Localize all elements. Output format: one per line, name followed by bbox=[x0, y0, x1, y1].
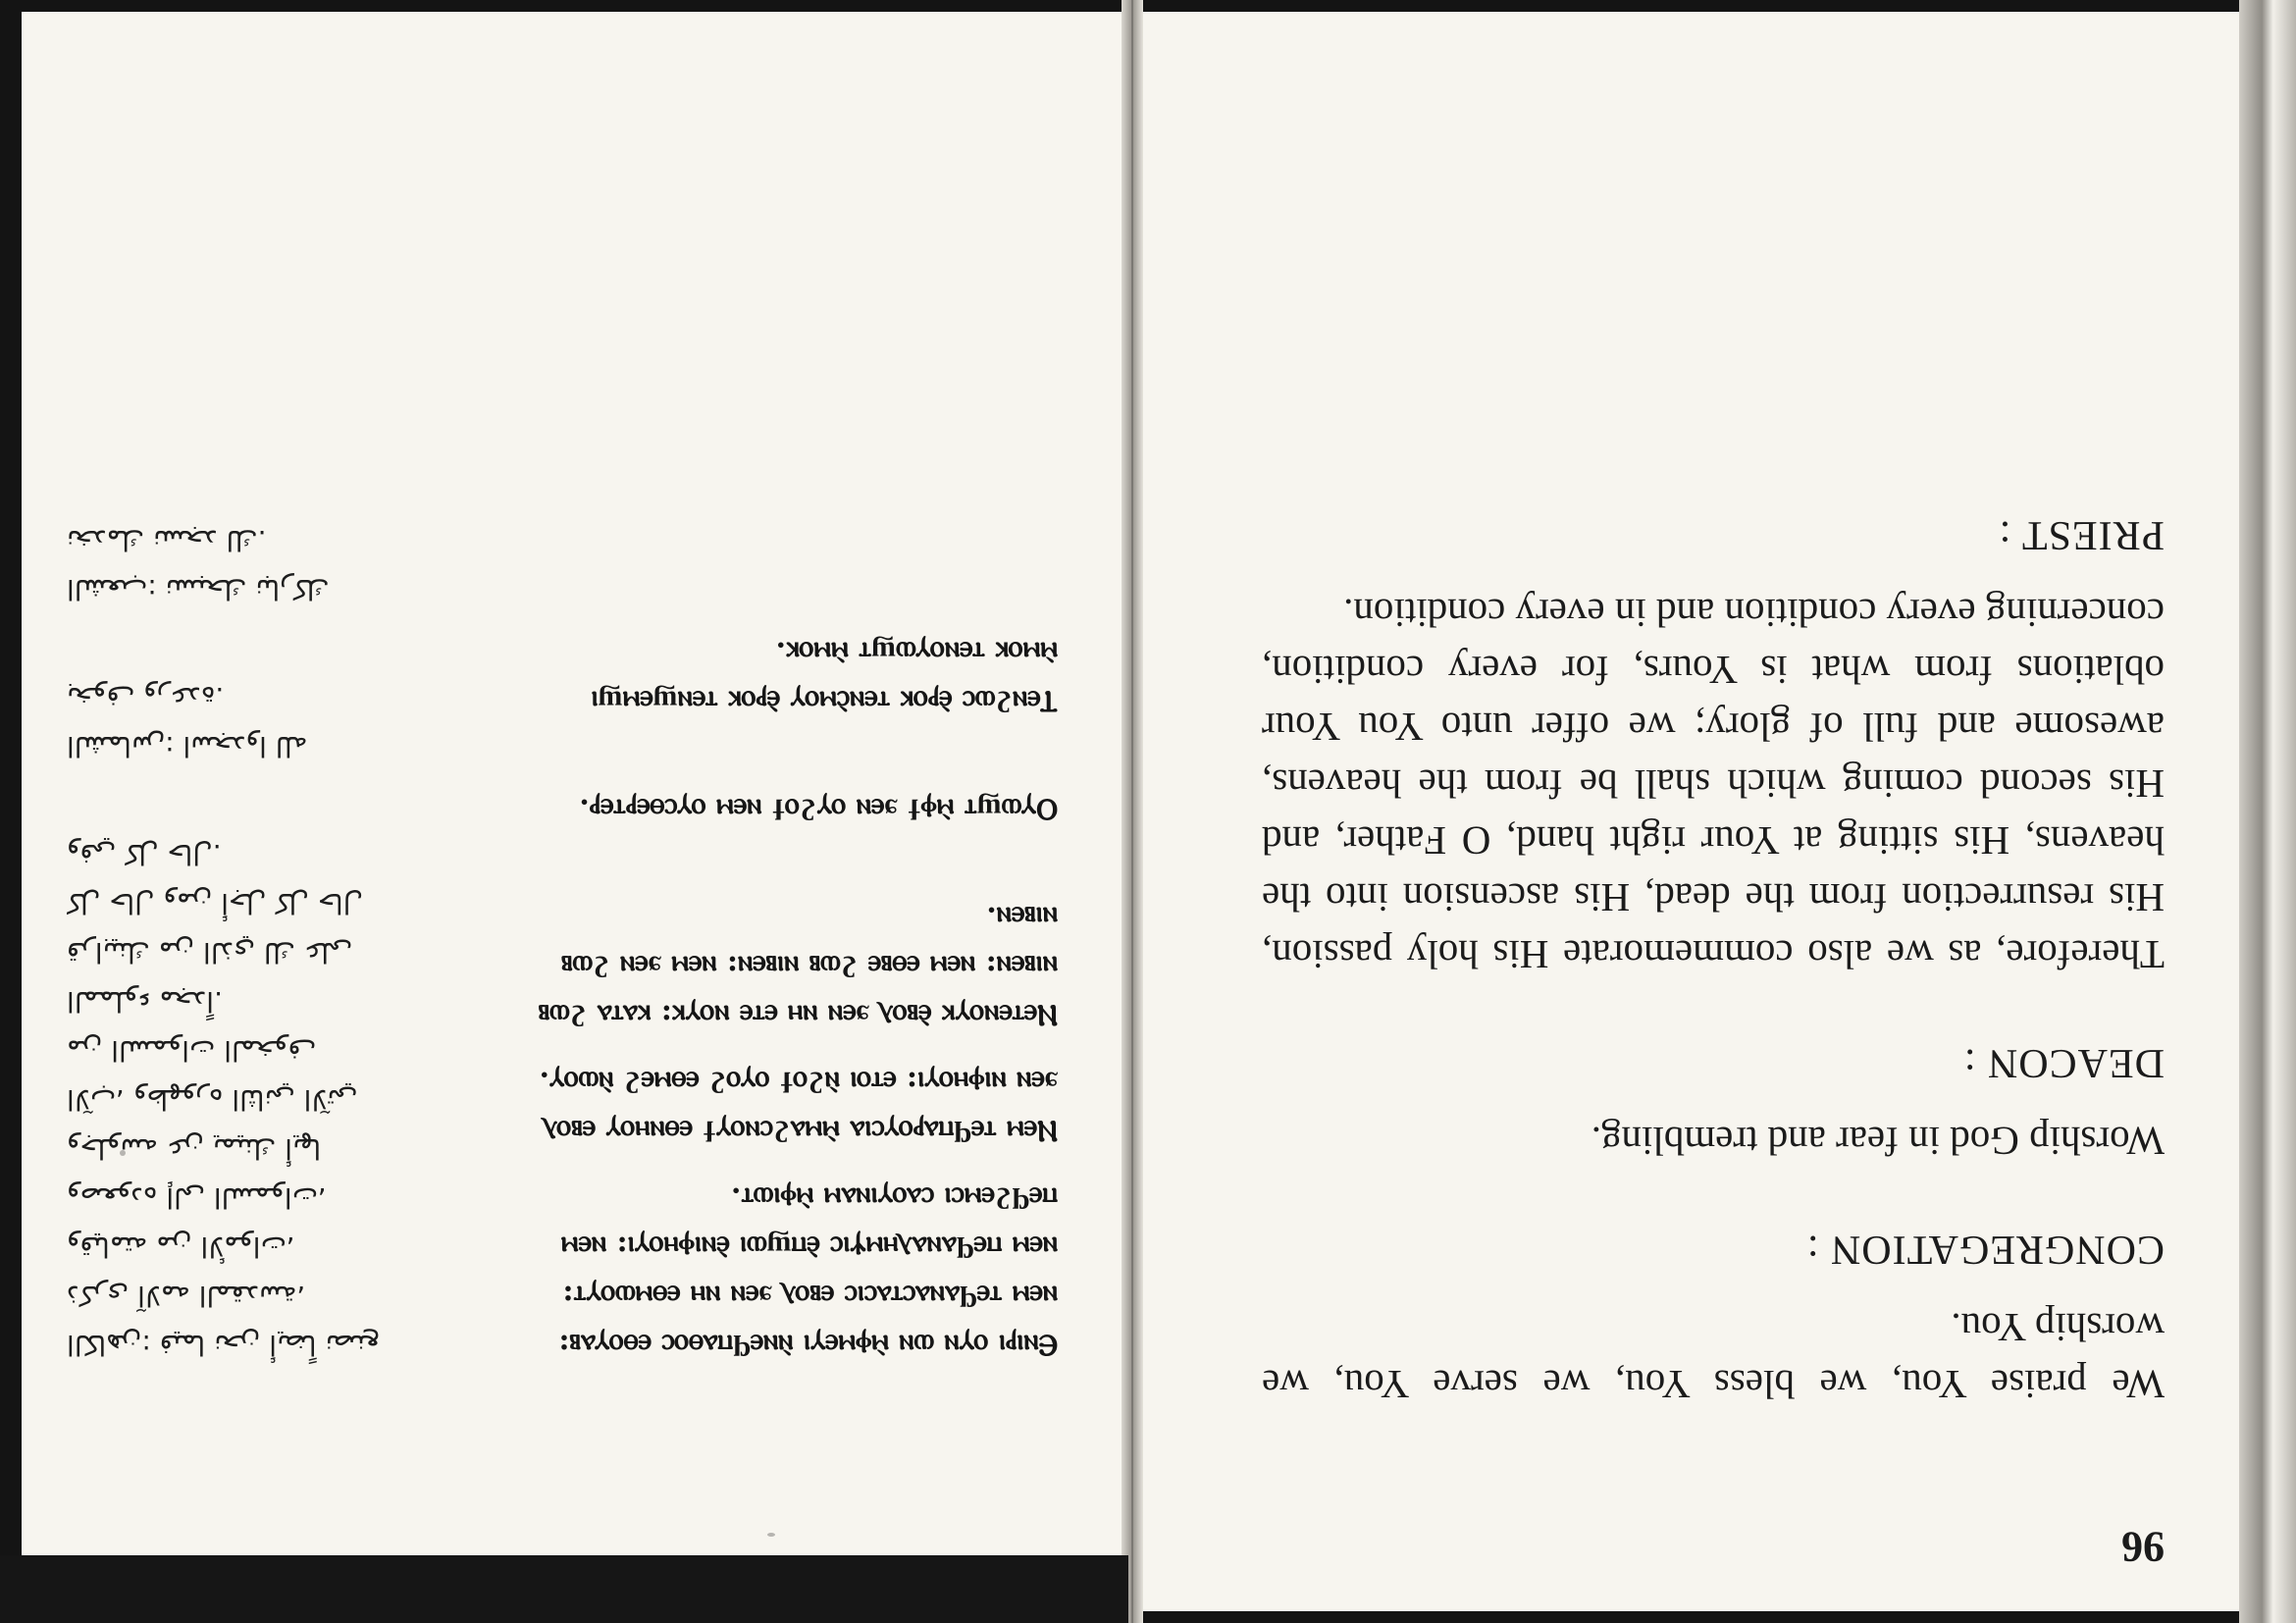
left-page bbox=[22, 12, 1126, 1557]
right-page-upside-down-content bbox=[1134, 12, 2263, 1611]
print-speck bbox=[767, 1533, 775, 1537]
priest-text: Therefore, as we also commemorate His holy passion, His resurrection from the dead, His ascension into the heavens, His sitting at Your right hand, O Father, and His second coming which shall be from the heavens, awesome and full of glory; we offer unto You Your oblations from what is Yours, for every condition, concerning every condition and in every condition. bbox=[1262, 591, 2165, 977]
arabic-paragraph: الشعب: نسبحك نباركك نخدمك نسجد لك. bbox=[67, 524, 330, 605]
arabic-text-column bbox=[67, 515, 381, 1369]
page-edge-shadow bbox=[2239, 0, 2296, 1623]
page-number: 96 bbox=[2121, 1523, 2165, 1571]
coptic-paragraph: Ⲛⲉⲧⲉⲛⲟⲩⲕ ⲉ̀ⲃⲟⲗ ϧⲉⲛ ⲛⲏ ⲉⲧⲉ ⲛⲟⲩⲕ: ⲕⲁⲧⲁ ϩⲱⲃ ⲛⲓⲃⲉⲛ: ⲛⲉⲙ ⲉⲑⲃⲉ ϩⲱⲃ ⲛⲓⲃⲉⲛ: ⲛⲉⲙ ϧⲉⲛ ϩⲱⲃ ⲛⲓⲃⲉⲛ. bbox=[538, 900, 1058, 1032]
scan-border bbox=[0, 1555, 1128, 1623]
left-page-upside-down-content bbox=[22, 12, 1126, 1557]
coptic-paragraph: Ⲧⲉⲛϩⲱⲥ ⲉ̀ⲣⲟⲕ ⲧⲉⲛⲥ̀ⲙⲟⲩ ⲉ̀ⲣⲟⲕ ⲧⲉⲛϣⲉⲙϣⲓ ⲙ̀ⲙⲟⲕ ⲧⲉⲛⲟⲩⲱϣⲧ ⲙ̀ⲙⲟⲕ. bbox=[591, 635, 1058, 718]
book-spine-gutter bbox=[1122, 0, 1143, 1623]
congregation-text: We praise You, we bless You, we serve You, we worship You. bbox=[1262, 1305, 2165, 1407]
coptic-paragraph: Ⲉⲛⲓⲣⲓ ⲟⲩⲛ ⲱⲛ ⲙ̀ⲫⲙⲉⲩⲓ ⲛ̀ⲛⲉϥⲡⲁⲑⲟⲥ ⲉⲑⲟⲩⲁⲃ: ⲛⲉⲙ ⲧⲉϥⲁⲛⲁⲥⲧⲁⲥⲓⲥ ⲉⲃⲟⲗ ϧⲉⲛ ⲛⲏ ⲉⲑⲙⲱⲟⲩⲧ: ⲛⲉⲙ ⲡⲉϥⲁⲛⲁⲗⲏⲙⲯⲓⲥ ⲉ̀ⲡϣⲱⲓ ⲉ̀ⲛⲓⲫⲏⲟⲩⲓ: ⲛⲉⲙ ⲡⲉϥϩⲉⲙⲥⲓ ⲥⲁⲟⲩⲓⲛⲁⲙ ⲙ̀ⲫⲓⲱⲧ. bbox=[558, 1180, 1058, 1362]
liturgy-text bbox=[1262, 506, 2165, 1464]
congregation-label: CONGREGATION : bbox=[1805, 1227, 2165, 1272]
arabic-paragraph: الشماس: اسجدوا لله بخوف ورعدة. bbox=[67, 681, 308, 762]
coptic-paragraph: Ⲛⲉⲙ ⲧⲉϥⲡⲁⲣⲟⲩⲥⲓⲁ ⲙ̀ⲙⲁϩⲥⲛⲟⲩϯ ⲉⲑⲛⲏⲟⲩ ⲉⲃⲟⲗ ϧⲉⲛ ⲛⲓⲫⲏⲟⲩⲓ: ⲉⲧⲟⲓ ⲛ̀ϩⲟϯ ⲟⲩⲟϩ ⲉⲑⲙⲉϩ ⲛ̀ⲱⲟⲩ. bbox=[539, 1065, 1058, 1148]
right-page bbox=[1134, 12, 2263, 1611]
arabic-paragraph: قرابينك من الذي لك على كل حال ومن أجل كل حال وفي كل حال. bbox=[67, 838, 364, 969]
arabic-paragraph: الكاهن: فيما نحن أيضاً نصنع ذكرى آلامه المقدسة، وقيامته من الأموات، وصعوده إلى السموات، وجلوسه عن يمينك أيها الآب، وظهوره الثاني الآتي من السموات المخوف المملوء مجداً. bbox=[67, 985, 380, 1361]
print-speck bbox=[120, 1150, 126, 1156]
deacon-text: Worship God in fear and trembling. bbox=[1591, 1119, 2165, 1164]
deacon-label: DEACON : bbox=[1962, 1040, 2165, 1085]
coptic-text-column bbox=[538, 627, 1058, 1369]
priest-label: PRIEST : bbox=[1998, 512, 2165, 557]
coptic-paragraph: Ⲟⲩⲱϣⲧ ⲙ̀ⲫϯ ϧⲉⲛ ⲟⲩϩⲟϯ ⲛⲉⲙ ⲟⲩⲥⲑⲉⲣⲧⲉⲣ. bbox=[579, 792, 1058, 826]
